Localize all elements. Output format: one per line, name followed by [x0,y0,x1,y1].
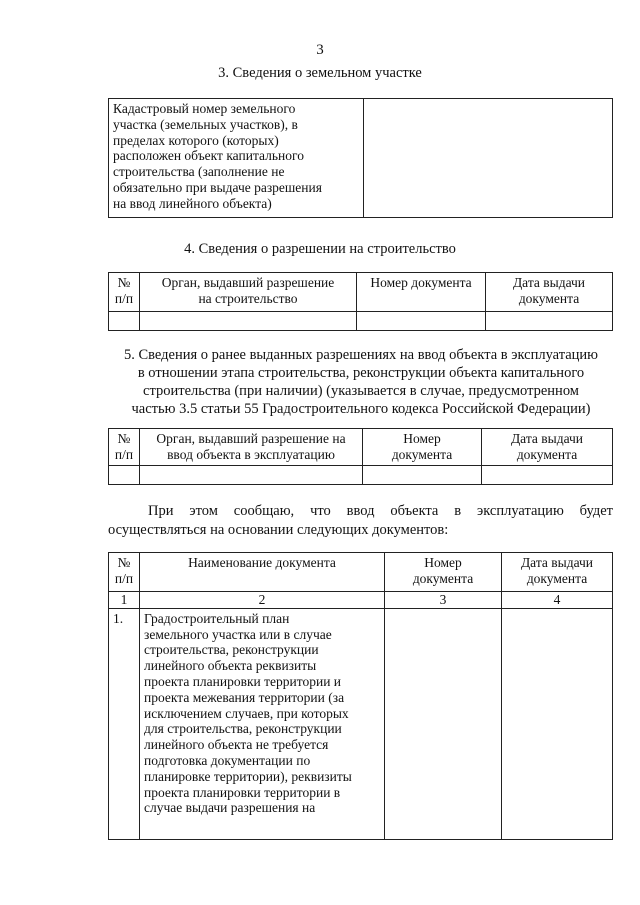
date-header [482,429,613,466]
empty-cell[interactable] [109,312,140,331]
doc-name-line: проекта планировки территории в [144,784,341,800]
column-number: 1 [109,592,140,609]
doc-name-line: проекта планировки территории и [144,673,342,689]
section5-title-line: 5. Сведения о ранее выданных разрешениях на ввод объекта в эксплуатацию [123,347,599,363]
num-header-line: п/п [114,290,134,306]
doc-name-line: строительства, реконструкции [144,642,319,658]
date-header-line: документа [518,290,580,306]
doc-name-line: для строительства, реконструкции [144,721,342,737]
cadastral-label-line: на ввод линейного объекта) [113,195,272,211]
construction-permit-table [108,272,613,331]
num-header-line: п/п [114,570,134,586]
organ-header-line: Орган, выдавший разрешение на [156,431,346,446]
column-number: 2 [140,592,385,609]
empty-cell[interactable] [109,466,140,485]
section4-title: 4. Сведения о разрешении на строительство [184,241,456,257]
column-number: 4 [502,592,613,609]
doc-number-header: Номер документа [357,273,486,312]
paragraph-line: осуществляться на основании следующих документов: [108,522,449,538]
num-header-line: № [117,431,131,446]
doc-name-line: подготовка документации по [144,752,311,768]
empty-cell[interactable] [140,466,363,485]
empty-cell[interactable] [140,312,357,331]
doc-name-cell [140,608,385,839]
cadastral-label-line: участка (земельных участков), в [113,116,298,132]
empty-cell[interactable] [502,608,613,839]
organ-header [140,273,357,312]
section5-title-line: в отношении этапа строительства, реконструкции объекта капитального [137,365,585,381]
date-header [486,273,613,312]
organ-header [140,429,363,466]
land-plot-table [108,98,613,218]
cadastral-label-line: строительства (заполнение не [113,164,285,180]
num-header [109,553,140,592]
date-header [502,553,613,592]
section5-title [104,346,618,418]
paragraph-line: При этом сообщаю, что ввод объекта в эксплуатацию будет [148,503,613,519]
date-header-line: Дата выдачи [510,431,584,446]
documents-intro-paragraph [108,502,613,540]
table-row [109,312,613,331]
doc-name-line: исключением случаев, при которых [144,705,349,721]
doc-number-header-line: документа [391,446,453,462]
date-header-line: Дата выдачи [520,555,594,570]
num-header-line: № [117,555,131,570]
doc-number-header-line: Номер [424,555,462,570]
empty-cell[interactable] [363,466,482,485]
column-number-row [109,592,613,609]
organ-header-line: Орган, выдавший разрешение [161,275,335,290]
date-header-line: документа [516,446,578,462]
num-header [109,273,140,312]
empty-cell[interactable] [486,312,613,331]
cadastral-value-cell[interactable] [364,99,613,218]
cadastral-label-line: обязательно при выдаче разрешения [113,179,322,195]
empty-cell[interactable] [385,608,502,839]
date-header-line: документа [526,570,588,586]
doc-name-line: Градостроительный план [144,610,290,626]
num-header-line: п/п [114,446,134,462]
empty-cell[interactable] [357,312,486,331]
table-header-row [109,273,613,312]
cadastral-label-cell [109,99,364,218]
documents-table [108,552,613,840]
page-number: 3 [316,42,324,58]
doc-number-header-line: Номер [403,431,441,446]
doc-number-header [385,553,502,592]
table-header-row [109,429,613,466]
doc-name-line: линейного объекта реквизиты [144,658,317,674]
doc-name-line: земельного участка или в случае [144,626,332,642]
cadastral-label-line: пределах которого (которых) [113,132,279,148]
section5-title-line: строительства (при наличии) (указывается в случае, предусмотренном [143,383,579,399]
organ-header-line: ввод объекта в эксплуатацию [167,446,335,462]
organ-header-line: на строительство [198,290,298,306]
date-header-line: Дата выдачи [512,275,586,290]
table-row [109,99,613,218]
table-row [109,608,613,839]
column-number: 3 [385,592,502,609]
empty-cell[interactable] [482,466,613,485]
doc-number-header-line: документа [412,570,474,586]
row-number: 1. [109,608,140,839]
doc-name-line: случае выдачи разрешения на [144,800,316,816]
num-header-line: № [117,275,131,290]
previous-permits-table [108,428,613,485]
table-row [109,466,613,485]
doc-number-header [363,429,482,466]
num-header [109,429,140,466]
cadastral-label-line: Кадастровый номер земельного [113,101,296,116]
section3-title: 3. Сведения о земельном участке [218,65,422,81]
cadastral-label-line: расположен объект капитального [113,148,304,164]
doc-name-line: планировке территории), реквизиты [144,768,352,784]
doc-name-line: проекта межевания территории (за [144,689,345,705]
section5-title-line: частью 3.5 статьи 55 Градостроительного кодекса Российской Федерации) [131,401,591,417]
doc-name-line: линейного объекта не требуется [144,737,329,753]
table-header-row [109,553,613,592]
doc-name-header: Наименование документа [140,553,385,592]
